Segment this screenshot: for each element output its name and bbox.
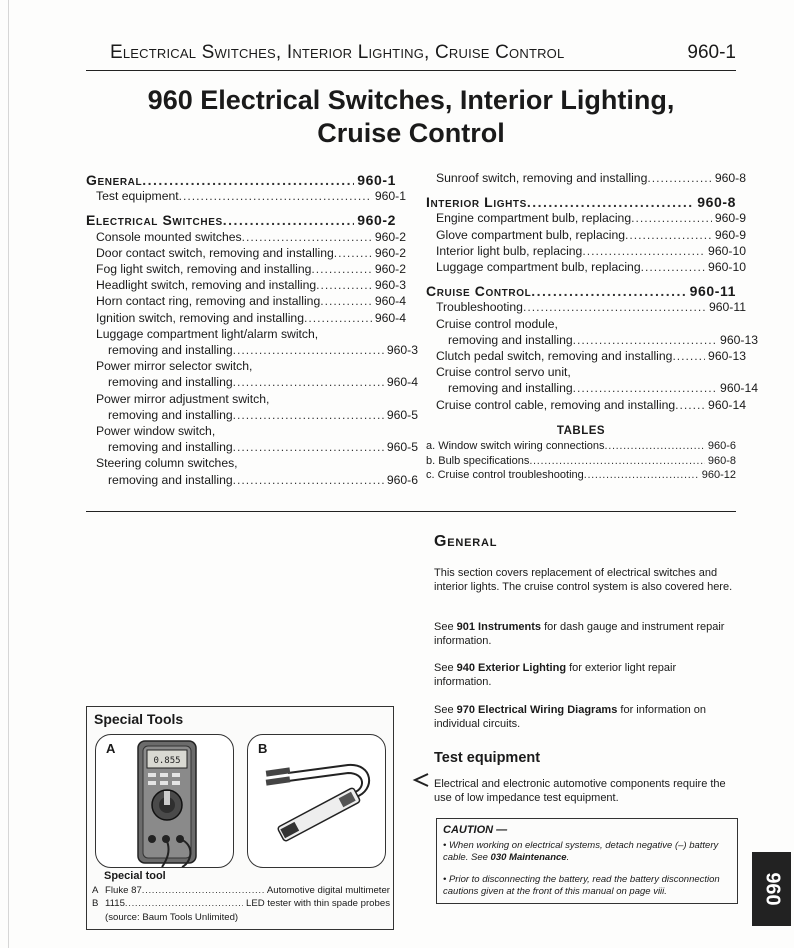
tools-source: (source: Baum Tools Unlimited) [105, 912, 239, 923]
general-paragraph: This section covers replacement of electrical switches and interior lights. The cruise control system is also covered here. [434, 567, 733, 593]
toc-section-cruise-control[interactable]: Cruise Control . . . 960-11 [426, 283, 736, 299]
panel-label-b: B [258, 741, 268, 756]
chapter-title [86, 84, 736, 150]
table-ref[interactable]: b. Bulb specifications . . . 960-8 [426, 454, 736, 469]
caution-item: • Prior to disconnecting the battery, read the battery disconnection cautions given at the front of this manual on page viii. [443, 874, 720, 897]
special-tool-label: Special tool [104, 870, 166, 882]
toc-item-multiline[interactable]: Power window switch, removing and installing . . . 960-5 [86, 423, 396, 455]
link-940-exterior-lighting[interactable]: 940 Exterior Lighting [456, 662, 567, 674]
multimeter-icon [96, 735, 233, 867]
toc-item[interactable]: Door contact switch, removing and installing . . . 960-2 [86, 245, 406, 261]
panel-label-a: A [106, 741, 116, 756]
test-equipment-paragraph: Electrical and electronic automotive components require the use of low impedance test equipment. [434, 778, 726, 804]
meter-display-value: 0.855 [153, 756, 181, 766]
chapter-title-line2: Cruise Control [317, 118, 505, 148]
table-ref[interactable]: c. Cruise control troubleshooting . . . 960-12 [426, 468, 736, 483]
chapter-thumb-tab[interactable] [752, 852, 791, 926]
header-title: Electrical Switches, Interior Lighting, Cruise Control [110, 42, 565, 63]
tables-heading: TABLES [556, 424, 606, 437]
link-901-instruments[interactable]: 901 Instruments [456, 621, 542, 633]
header-page-number: 960-1 [687, 42, 736, 63]
toc-item-multiline[interactable]: Power mirror adjustment switch, removing and installing . . . 960-5 [86, 391, 396, 423]
link-030-maintenance[interactable]: 030 Maintenance [490, 852, 567, 863]
toc-item[interactable]: Fog light switch, removing and installing . . . 960-2 [86, 261, 406, 277]
pointer-arrow-icon [412, 772, 430, 788]
tool-row-b: B 1115 . . . LED tester with thin spade probes [92, 898, 390, 911]
caution-box [436, 818, 738, 904]
toc-item-multiline[interactable]: Luggage compartment light/alarm switch, removing and installing . . . 960-3 [86, 326, 396, 358]
toc-item[interactable]: Glove compartment bulb, replacing . . . 960-9 [426, 227, 746, 243]
see-wiring-diagrams-paragraph: See 970 Electrical Wiring Diagrams for information on individual circuits. [434, 704, 706, 730]
toc-item[interactable]: Troubleshooting . . . 960-11 [426, 299, 746, 315]
tool-panel-a [95, 734, 234, 868]
led-tester-icon [248, 735, 385, 867]
toc-item[interactable]: Interior light bulb, replacing . . . 960-10 [426, 243, 746, 259]
toc-item-test-equipment[interactable]: Test equipment . . . 960-1 [86, 188, 406, 204]
see-exterior-lighting-paragraph: See 940 Exterior Lighting for exterior light repair information. [434, 662, 677, 688]
toc-item[interactable]: Ignition switch, removing and installing . . . 960-4 [86, 310, 406, 326]
toc-item-multiline[interactable]: Cruise control module, removing and installing . . . 960-13 [426, 316, 736, 348]
general-heading: General [434, 533, 498, 550]
toc-item-multiline[interactable]: Power mirror selector switch, removing and installing . . . 960-4 [86, 358, 396, 390]
table-ref[interactable]: a. Window switch wiring connections . . . 960-6 [426, 439, 736, 454]
toc-item-sunroof[interactable]: Sunroof switch, removing and installing . . . 960-8 [426, 170, 746, 186]
toc-item[interactable]: Clutch pedal switch, removing and installing . . . 960-13 [426, 348, 746, 364]
see-instruments-paragraph: See 901 Instruments for dash gauge and instrument repair information. [434, 621, 725, 647]
special-tools-box [86, 706, 394, 930]
chapter-tab-label: 960 [761, 872, 783, 906]
caution-title: CAUTION — [443, 824, 508, 836]
toc-item[interactable]: Console mounted switches . . . 960-2 [86, 229, 406, 245]
test-equipment-heading: Test equipment [434, 750, 541, 766]
tool-panel-b [247, 734, 386, 868]
caution-item: • When working on electrical systems, detach negative (–) battery cable. See 030 Maintenance. [443, 840, 719, 863]
toc-section-electrical-switches[interactable]: Electrical Switches . . . 960-2 [86, 212, 396, 228]
toc-right-column [426, 170, 758, 483]
section-divider [86, 511, 736, 512]
page-edge [0, 0, 9, 948]
toc-left-column [86, 170, 418, 488]
toc-item[interactable]: Headlight switch, removing and installing . . . 960-3 [86, 277, 406, 293]
toc-item[interactable]: Luggage compartment bulb, replacing . . . 960-10 [426, 259, 746, 275]
special-tools-title: Special Tools [94, 711, 184, 727]
link-970-electrical-wiring-diagrams[interactable]: 970 Electrical Wiring Diagrams [456, 704, 618, 716]
toc-item-multiline[interactable]: Steering column switches, removing and installing . . . 960-6 [86, 455, 396, 487]
tool-row-a: A Fluke 87 . . . Automotive digital multimeter [92, 885, 390, 898]
toc-item-multiline[interactable]: Cruise control servo unit, removing and installing . . . 960-14 [426, 364, 736, 396]
running-header [86, 40, 736, 71]
toc-item[interactable]: Horn contact ring, removing and installing . . . 960-4 [86, 293, 406, 309]
chapter-title-line1: 960 Electrical Switches, Interior Lighting, [147, 85, 675, 115]
toc-item[interactable]: Engine compartment bulb, replacing . . . 960-9 [426, 210, 746, 226]
toc-section-interior-lights[interactable]: Interior Lights . . . 960-8 [426, 194, 736, 210]
toc-section-general[interactable]: General . . . 960-1 [86, 172, 396, 188]
toc-item[interactable]: Cruise control cable, removing and installing . . . 960-14 [426, 397, 746, 413]
